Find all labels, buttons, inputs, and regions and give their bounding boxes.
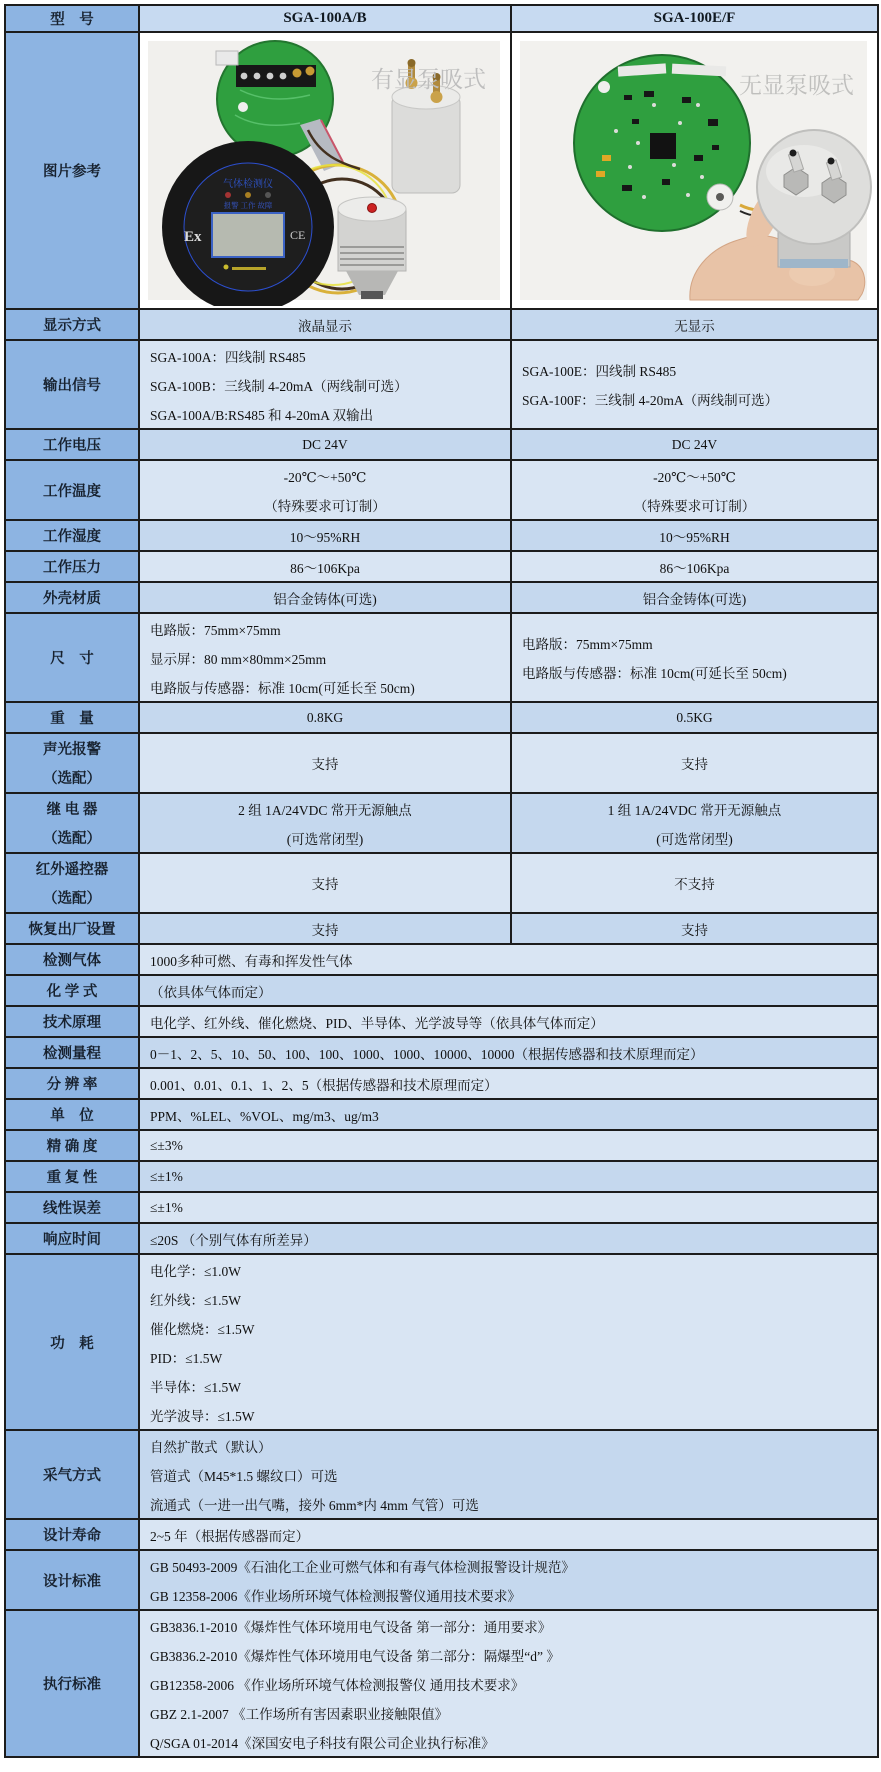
row-value-working-pressure-ef	[511, 551, 878, 582]
row-value-relay-ab	[139, 793, 511, 853]
spec-row-resolution	[5, 1068, 878, 1099]
row-value-working-humidity-ab	[139, 520, 511, 551]
row-value-dimensions-ab	[139, 613, 511, 702]
cell-line: 工作温度	[43, 483, 101, 500]
spec-table	[4, 4, 879, 1758]
cell-line: 电路版与传感器：标准 10cm(可延长至 50cm)	[522, 666, 787, 681]
cell-line: 铝合金铸体(可选)	[273, 591, 377, 607]
cell-line: 线性误差	[43, 1201, 101, 1217]
device-ce-mark: CE	[290, 228, 306, 242]
cell-line: 声光报警	[43, 742, 101, 758]
cell-line: -20℃～+50℃	[653, 469, 736, 485]
row-value-unit	[139, 1099, 878, 1130]
spec-row-linearity-error	[5, 1192, 878, 1223]
row-value-working-voltage-ef	[511, 429, 878, 460]
cell-line: 显示屏：80 mm×80mm×25mm	[150, 651, 327, 667]
photo-cell-ef	[511, 32, 878, 309]
cell-line: 管道式（M45*1.5 螺纹口）可选	[150, 1468, 338, 1484]
row-label-ir-remote	[5, 853, 139, 913]
pcb-illustration	[574, 55, 750, 231]
row-value-weight-ab	[139, 702, 511, 733]
row-value-display-mode-ab	[139, 309, 511, 340]
row-value-working-temperature-ab	[139, 460, 511, 520]
cell-line: 2~5 年（根据传感器而定）	[150, 1528, 310, 1544]
row-value-factory-reset-ab	[139, 913, 511, 944]
row-value-shell-material-ef	[511, 582, 878, 613]
spec-row-power-consumption	[5, 1254, 878, 1430]
row-value-execution-standard	[139, 1610, 878, 1757]
cell-line: ≤20S （个别气体有所差异）	[150, 1232, 317, 1248]
cell-line: 采气方式	[43, 1468, 101, 1484]
cell-line: 86～106Kpa	[290, 560, 360, 576]
cell-line: 2 组 1A/24VDC 常开无源触点	[238, 802, 412, 818]
spec-row-display-mode	[5, 309, 878, 340]
model-header-row	[5, 5, 878, 32]
cell-line: 输出信号	[43, 378, 101, 394]
model-name-ef: SGA-100E/F	[511, 5, 878, 32]
cell-line: 尺 寸	[50, 651, 94, 667]
row-label-weight	[5, 702, 139, 733]
row-value-sampling-method	[139, 1430, 878, 1519]
row-label-accuracy	[5, 1130, 139, 1161]
spec-row-working-humidity	[5, 520, 878, 551]
row-label-execution-standard	[5, 1610, 139, 1757]
spec-row-working-pressure	[5, 551, 878, 582]
spec-row-sampling-method	[5, 1430, 878, 1519]
row-value-linearity-error	[139, 1192, 878, 1223]
row-label-output-signal	[5, 340, 139, 429]
cell-line: SGA-100F：三线制 4-20mA（两线制可选）	[522, 393, 779, 408]
spec-row-design-life	[5, 1519, 878, 1550]
spec-table-body	[5, 5, 878, 1757]
cell-line: 10～95%RH	[289, 529, 361, 545]
cell-line: 化 学 式	[46, 984, 98, 1000]
spec-row-detected-gas	[5, 944, 878, 975]
spec-row-sound-light-alarm	[5, 733, 878, 793]
cell-line: 1 组 1A/24VDC 常开无源触点	[607, 802, 782, 818]
spec-row-design-standard	[5, 1550, 878, 1610]
row-value-ir-remote-ef	[511, 853, 878, 913]
row-value-working-humidity-ef	[511, 520, 878, 551]
cell-line: 支持	[311, 922, 339, 938]
cell-line: SGA-100A：四线制 RS485	[150, 349, 306, 365]
row-label-shell-material	[5, 582, 139, 613]
cell-line: 流通式（一进一出气嘴，接外 6mm*内 4mm 气管）可选	[150, 1497, 479, 1513]
row-value-response-time	[139, 1223, 878, 1254]
cell-line: 响应时间	[43, 1232, 101, 1248]
photo-row	[5, 32, 878, 309]
spec-row-ir-remote	[5, 853, 878, 913]
spec-row-weight	[5, 702, 878, 733]
cell-line: GB 50493-2009《石油化工企业可燃气体和有毒气体检测报警设计规范》	[150, 1559, 575, 1575]
spec-row-tech-principle	[5, 1006, 878, 1037]
row-label-design-life	[5, 1519, 139, 1550]
gauge-device-illustration	[162, 141, 334, 306]
spec-row-repeatability	[5, 1161, 878, 1192]
cell-line: GB3836.2-2010《爆炸性气体环境用电气设备 第二部分：隔爆型“d” 》	[150, 1648, 560, 1664]
cell-line: 1000多种可燃、有毒和挥发性气体	[150, 953, 353, 969]
row-label-resolution	[5, 1068, 139, 1099]
cell-line: 重 量	[50, 711, 94, 727]
cell-line: 液晶显示	[298, 318, 352, 334]
cell-line: 技术原理	[43, 1015, 101, 1031]
cell-line: 执行标准	[43, 1677, 101, 1693]
row-label-detection-range	[5, 1037, 139, 1068]
row-label-unit	[5, 1099, 139, 1130]
row-value-repeatability	[139, 1161, 878, 1192]
row-label-working-humidity	[5, 520, 139, 551]
row-value-design-standard	[139, 1550, 878, 1610]
spec-row-unit	[5, 1099, 878, 1130]
cell-line: 10～95%RH	[659, 529, 730, 545]
cell-line: （选配）	[43, 771, 101, 787]
cell-line: 0.001、0.01、0.1、1、2、5（根据传感器和技术原理而定）	[150, 1077, 498, 1093]
spec-row-accuracy	[5, 1130, 878, 1161]
cell-line: 设计标准	[43, 1573, 101, 1590]
cell-line: 分 辨 率	[46, 1077, 98, 1093]
row-label-linearity-error	[5, 1192, 139, 1223]
cell-line: 电化学：≤1.0W	[150, 1263, 242, 1279]
cell-line: Q/SGA 01-2014《深国安电子科技有限公司企业执行标准》	[150, 1735, 495, 1751]
row-value-chemical-formula	[139, 975, 878, 1006]
cell-line: 不支持	[674, 877, 715, 892]
photo-cell-ab	[139, 32, 511, 309]
cell-line: (可选常闭型)	[286, 831, 364, 847]
row-value-detected-gas	[139, 944, 878, 975]
row-value-sound-light-alarm-ef	[511, 733, 878, 793]
row-label-sampling-method	[5, 1430, 139, 1519]
row-value-output-signal-ef	[511, 340, 878, 429]
cell-line: GB 12358-2006《作业场所环境气体检测报警仪通用技术要求》	[150, 1588, 521, 1604]
spec-row-dimensions	[5, 613, 878, 702]
cell-line: 功 耗	[50, 1335, 94, 1352]
row-label-working-temperature	[5, 460, 139, 520]
cell-line: 铝合金铸体(可选)	[642, 591, 747, 607]
model-header-label: 型 号	[5, 5, 139, 32]
cell-line: 支持	[311, 757, 339, 772]
cell-line: 0.5KG	[676, 709, 713, 725]
row-label-power-consumption	[5, 1254, 139, 1430]
cell-line: SGA-100A/B:RS485 和 4-20mA 双输出	[150, 407, 374, 423]
row-label-tech-principle	[5, 1006, 139, 1037]
cell-line: 支持	[681, 922, 708, 938]
cell-line: 支持	[681, 757, 708, 772]
device-led-labels: 报警 工作 故障	[223, 201, 273, 210]
cell-line: SGA-100E：四线制 RS485	[522, 364, 677, 379]
cell-line: 设计寿命	[43, 1528, 101, 1544]
row-value-accuracy	[139, 1130, 878, 1161]
cell-line: 工作湿度	[43, 529, 101, 545]
cell-line: 检测量程	[43, 1046, 101, 1062]
cell-line: 红外遥控器	[35, 862, 109, 878]
cell-line: 精 确 度	[46, 1139, 98, 1155]
spec-row-chemical-formula	[5, 975, 878, 1006]
cell-line: 继 电 器	[46, 802, 98, 818]
row-value-tech-principle	[139, 1006, 878, 1037]
cell-line: PPM、%LEL、%VOL、mg/m3、ug/m3	[150, 1108, 379, 1124]
row-value-output-signal-ab	[139, 340, 511, 429]
cell-line: DC 24V	[671, 436, 718, 452]
row-label-response-time	[5, 1223, 139, 1254]
cell-line: 显示方式	[43, 318, 101, 334]
cell-line: （选配）	[43, 891, 101, 907]
device-lcd	[212, 213, 284, 257]
spec-row-detection-range	[5, 1037, 878, 1068]
cell-line: 电化学、红外线、催化燃烧、PID、半导体、光学波导等（依具体气体而定）	[150, 1015, 604, 1031]
row-value-power-consumption	[139, 1254, 878, 1430]
cell-line: SGA-100B：三线制 4-20mA（两线制可选）	[150, 378, 408, 394]
row-value-dimensions-ef	[511, 613, 878, 702]
row-label-relay	[5, 793, 139, 853]
row-value-detection-range	[139, 1037, 878, 1068]
cell-line: 单 位	[50, 1108, 94, 1124]
cell-line: 86～106Kpa	[659, 560, 730, 576]
cell-line: 电路版：75mm×75mm	[150, 622, 281, 638]
cell-line: 工作电压	[43, 438, 101, 454]
cell-line: 外壳材质	[43, 591, 101, 607]
cell-line: ≤±1%	[150, 1168, 183, 1184]
cell-line: 工作压力	[43, 560, 101, 576]
cell-line: GBZ 2.1-2007 《工作场所有害因素职业接触限值》	[150, 1706, 449, 1722]
cell-line: 催化燃烧：≤1.5W	[150, 1321, 255, 1337]
row-label-repeatability	[5, 1161, 139, 1192]
spec-row-execution-standard	[5, 1610, 878, 1757]
row-value-working-pressure-ab	[139, 551, 511, 582]
cell-line: -20℃～+50℃	[283, 469, 367, 485]
row-value-sound-light-alarm-ab	[139, 733, 511, 793]
row-label-factory-reset	[5, 913, 139, 944]
cell-line: GB12358-2006 《作业场所环境气体检测报警仪 通用技术要求》	[150, 1677, 525, 1693]
row-label-detected-gas	[5, 944, 139, 975]
cell-line: DC 24V	[302, 436, 348, 452]
row-value-relay-ef	[511, 793, 878, 853]
row-value-design-life	[139, 1519, 878, 1550]
cell-line: 红外线：≤1.5W	[150, 1292, 242, 1308]
cell-line: （特殊要求可订制）	[633, 498, 756, 514]
spec-row-working-temperature	[5, 460, 878, 520]
cell-line: 0－1、2、5、10、50、100、100、1000、1000、10000、10000（根据传感器和技术原理而定）	[150, 1046, 704, 1062]
cell-line: 光学波导：≤1.5W	[150, 1408, 255, 1424]
spec-row-output-signal	[5, 340, 878, 429]
spec-row-working-voltage	[5, 429, 878, 460]
cell-line: 电路版与传感器：标准 10cm(可延长至 50cm)	[150, 680, 415, 696]
model-name-ab: SGA-100A/B	[139, 5, 511, 32]
cell-line: 支持	[311, 877, 339, 892]
cell-line: 检测气体	[43, 953, 101, 969]
cell-line: （依具体气体而定）	[150, 984, 272, 1000]
row-value-display-mode-ef	[511, 309, 878, 340]
cell-line: PID：≤1.5W	[150, 1350, 223, 1366]
cell-line: (可选常闭型)	[656, 831, 733, 847]
spec-row-factory-reset	[5, 913, 878, 944]
row-label-dimensions	[5, 613, 139, 702]
cell-line: 自然扩散式（默认）	[150, 1439, 272, 1455]
row-label-working-pressure	[5, 551, 139, 582]
cell-line: 无显示	[674, 318, 715, 334]
product-photo-sga100ef	[512, 35, 875, 306]
row-value-working-voltage-ab	[139, 429, 511, 460]
row-label-design-standard	[5, 1550, 139, 1610]
row-value-factory-reset-ef	[511, 913, 878, 944]
row-value-shell-material-ab	[139, 582, 511, 613]
device-ex-mark: Ex	[184, 229, 202, 245]
spec-row-relay	[5, 793, 878, 853]
watermark-text-ab: 有显泵吸式	[371, 67, 486, 92]
cell-line: （特殊要求可订制）	[264, 498, 386, 514]
cell-line: ≤±1%	[150, 1199, 183, 1215]
cell-line: 重 复 性	[46, 1170, 98, 1186]
device-title-text: 气体检测仪	[223, 179, 273, 190]
cell-line: GB3836.1-2010《爆炸性气体环境用电气设备 第一部分：通用要求》	[150, 1619, 552, 1635]
cell-line: ≤±3%	[150, 1137, 183, 1153]
row-value-ir-remote-ab	[139, 853, 511, 913]
spec-row-shell-material	[5, 582, 878, 613]
cell-line: 0.8KG	[306, 709, 344, 725]
row-label-chemical-formula	[5, 975, 139, 1006]
row-label-display-mode	[5, 309, 139, 340]
spec-row-response-time	[5, 1223, 878, 1254]
row-label-working-voltage	[5, 429, 139, 460]
cell-line: 电路版：75mm×75mm	[522, 637, 653, 652]
cell-line: 半导体：≤1.5W	[150, 1379, 242, 1395]
row-value-weight-ef	[511, 702, 878, 733]
cell-line: （选配）	[43, 831, 101, 847]
row-label-sound-light-alarm	[5, 733, 139, 793]
row-value-resolution	[139, 1068, 878, 1099]
product-photo-sga100ab	[140, 35, 508, 306]
photo-row-label: 图片参考	[5, 32, 139, 309]
row-value-working-temperature-ef	[511, 460, 878, 520]
watermark-text-ef: 无显泵吸式	[739, 73, 854, 98]
cell-line: 恢复出厂设置	[28, 922, 116, 938]
